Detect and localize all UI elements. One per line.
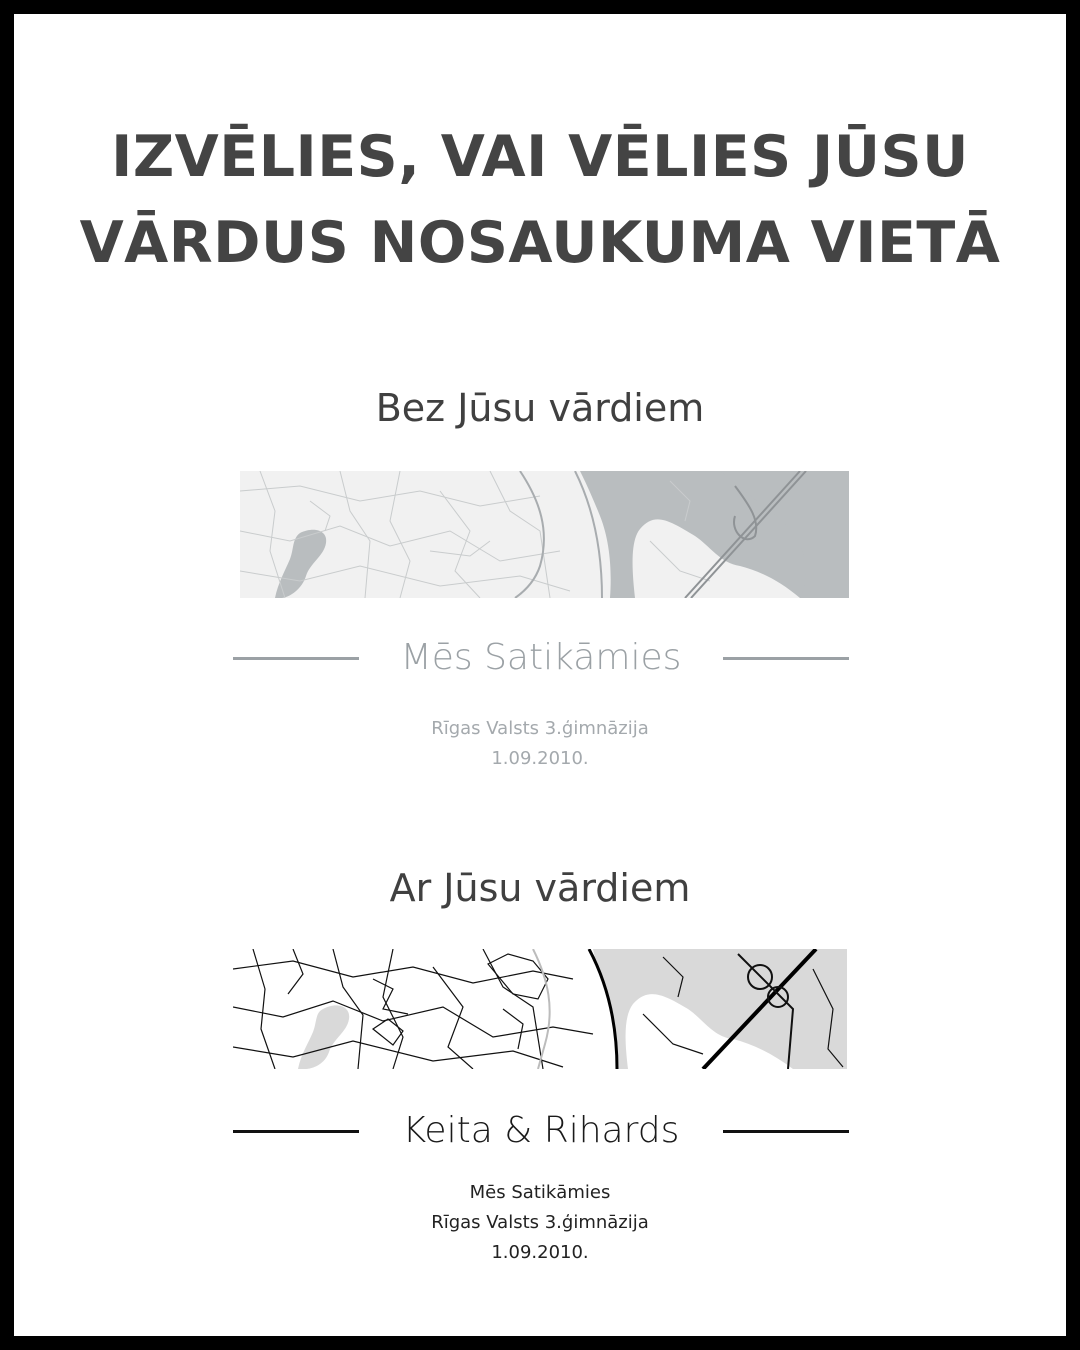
headline-line-2: VĀRDUS NOSAUKUMA VIETĀ [79,210,1001,276]
map-preview-light [240,471,849,598]
section-title-without-names: Bez Jūsu vārdiem [375,386,705,430]
caption-date: 1.09.2010. [491,1242,589,1263]
headline [14,114,1066,286]
map-preview-dark [233,949,847,1069]
caption-location: Rīgas Valsts 3.ģimnāzija [431,1212,649,1233]
caption-date: 1.09.2010. [491,748,589,769]
map-title-names: Keita & Rihards [402,1110,680,1151]
section-title-with-names: Ar Jūsu vārdiem [389,866,691,910]
caption-with-names [14,1178,1066,1268]
caption-subtitle: Mēs Satikāmies [469,1182,611,1203]
poster-frame [14,14,1066,1336]
title-row-with-names [233,1106,849,1156]
title-row-without-names [233,633,849,683]
map-light-svg [240,471,849,598]
caption-location: Rīgas Valsts 3.ģimnāzija [431,718,649,739]
caption-without-names [14,714,1066,774]
map-title-placeholder: Mēs Satikāmies [400,637,682,678]
headline-line-1: IZVĒLIES, VAI VĒLIES JŪSU [111,124,969,190]
title-rule-right [723,1130,849,1133]
map-dark-svg [233,949,847,1069]
title-rule-right [723,657,849,660]
